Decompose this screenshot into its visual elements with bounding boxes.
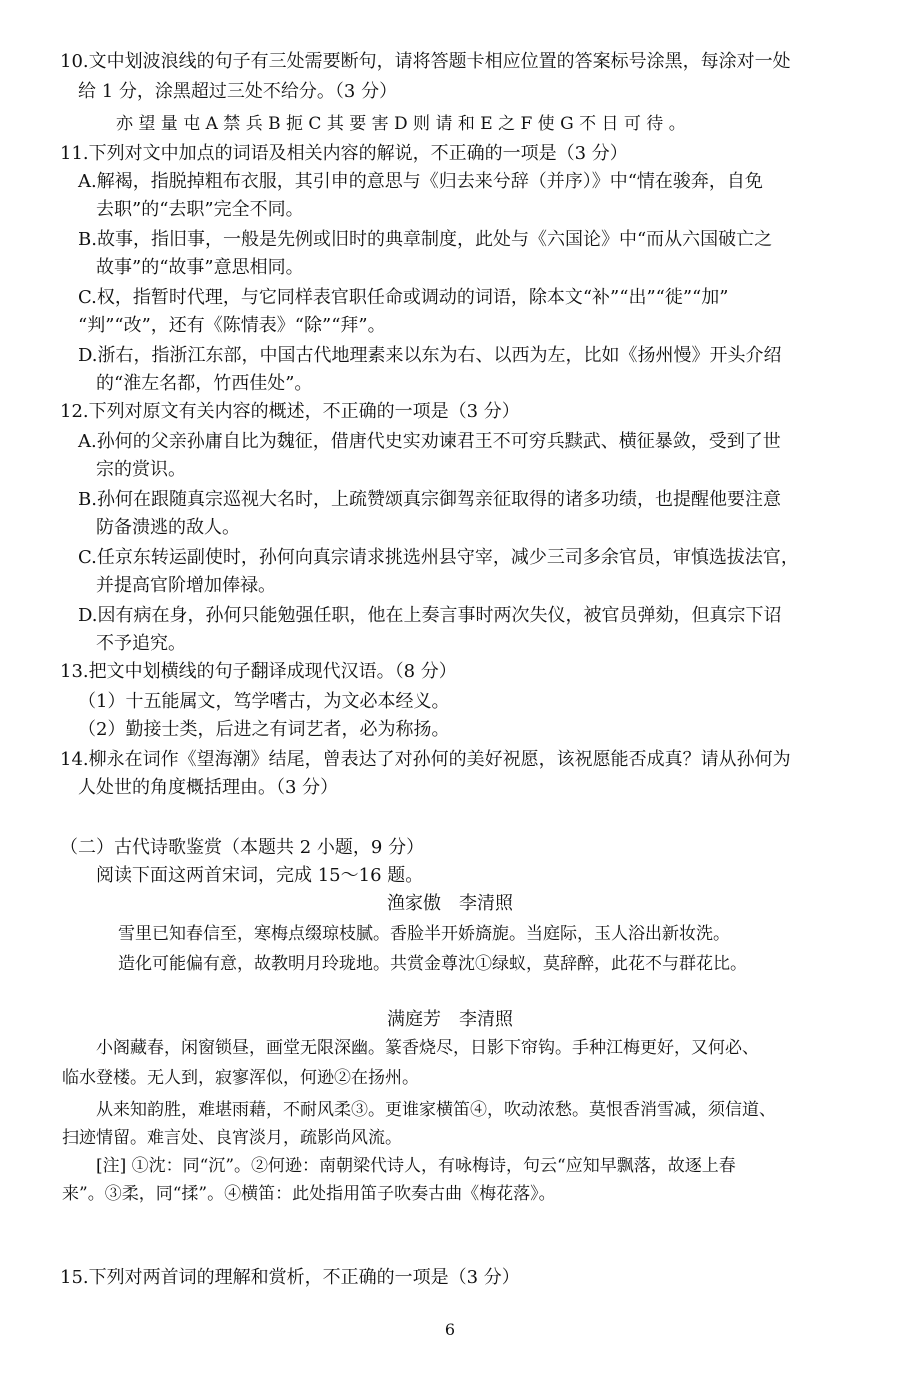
q12-stem: 12.下列对原文有关内容的概述，不正确的一项是（3 分） (60, 401, 520, 422)
poem-1-line-2: 造化可能偏有意，故教明月玲珑地。共赏金尊沈①绿蚁，莫辞醉，此花不与群花比。 (118, 954, 747, 974)
section-2-heading: （二）古代诗歌鉴赏（本题共 2 小题，9 分） (60, 837, 425, 858)
q14-line-2: 人处世的角度概括理由。（3 分） (78, 777, 339, 798)
q13-sentence-1: （1）十五能属文，笃学嗜古，为文必本经义。 (78, 691, 450, 712)
q12-option-a: A.孙何的父亲孙庸自比为魏征，借唐代史实劝谏君王不可穷兵黩武、横征暴敛，受到了世 (78, 431, 781, 452)
q12-option-b: B.孙何在跟随真宗巡视大名时，上疏赞颂真宗御驾亲征取得的诸多功绩，也提醒他要注意 (78, 489, 781, 510)
q11-option-d-cont: 的“淮左名都，竹西佳处”。 (96, 373, 313, 394)
q15-stem: 15.下列对两首词的理解和赏析，不正确的一项是（3 分） (60, 1267, 520, 1288)
q12-option-a-cont: 宗的赏识。 (96, 459, 186, 480)
q12-option-b-cont: 防备溃逃的敌人。 (96, 517, 240, 538)
section-2-intro: 阅读下面这两首宋词，完成 15～16 题。 (96, 865, 424, 886)
q10-line-1: 10.文中划波浪线的句子有三处需要断句，请将答题卡相应位置的答案标号涂黑，每涂对一处 (60, 51, 791, 72)
q12-option-d: D.因有病在身，孙何只能勉强任职，他在上奏言事时两次失仪，被官员弹劾，但真宗下诏 (78, 605, 782, 626)
q12-option-c-cont: 并提高官阶增加俸禄。 (96, 575, 276, 596)
poem-1-line-1: 雪里已知春信至，寒梅点缀琼枝腻。香脸半开娇旖旎。当庭际，玉人浴出新妆洗。 (118, 924, 730, 944)
poem-2-stanza-1-line-1: 小阁藏春，闲窗锁昼，画堂无限深幽。篆香烧尽，日影下帘钩。手种江梅更好，又何必、 (96, 1038, 759, 1058)
poem-2-stanza-2-line-1: 从来知韵胜，难堪雨藉，不耐风柔③。更谁家横笛④，吹动浓愁。莫恨香消雪减，须信道、 (96, 1100, 776, 1120)
q11-option-c: C.权，指暂时代理，与它同样表官职任命或调动的词语，除本文“补”“出”“徙”“加” (78, 287, 729, 308)
page-number: 6 (444, 1320, 456, 1339)
q12-option-c: C.任京东转运副使时，孙何向真宗请求挑选州县守宰，减少三司多余官员，审慎选拔法官， (78, 547, 799, 568)
poem-2-title: 满庭芳 李清照 (387, 1009, 513, 1030)
poem-2-stanza-2-line-2: 扫迹情留。难言处、良宵淡月，疏影尚风流。 (62, 1128, 402, 1148)
q11-option-a: A.解褐，指脱掉粗布衣服，其引申的意思与《归去来兮辞（并序）》中“情在骏奔，自免 (78, 171, 763, 192)
q11-option-b: B.故事，指旧事，一般是先例或旧时的典章制度，此处与《六国论》中“而从六国破亡之 (78, 229, 773, 250)
q12-option-d-cont: 不予追究。 (96, 633, 186, 654)
poem-2-note-line-2: 来”。③柔，同“揉”。④横笛：此处指用笛子吹奏古曲《梅花落》。 (62, 1184, 556, 1204)
q13-sentence-2: （2）勤接士类，后进之有词艺者，必为称扬。 (78, 719, 450, 740)
q13-stem: 13.把文中划横线的句子翻译成现代汉语。（8 分） (60, 661, 457, 682)
q11-option-a-cont: 去职”的“去职”完全不同。 (96, 199, 304, 220)
q10-line-2: 给 1 分，涂黑超过三处不给分。（3 分） (78, 81, 398, 102)
q11-option-b-cont: 故事”的“故事”意思相同。 (96, 257, 304, 278)
poem-2-note-line-1: [注] ①沈：同“沉”。②何逊：南朝梁代诗人，有咏梅诗，句云“应知早飘落，故逐上春 (96, 1156, 736, 1176)
q14-line-1: 14.柳永在词作《望海潮》结尾，曾表达了对孙何的美好祝愿，该祝愿能否成真？请从孙何为 (60, 749, 791, 770)
q10-passage: 亦 望 量 屯 A 禁 兵 B 扼 C 其 要 害 D 则 请 和 E 之 F 使 G 不 日 可 待 。 (116, 114, 686, 134)
q11-stem: 11.下列对文中加点的词语及相关内容的解说，不正确的一项是（3 分） (60, 143, 628, 164)
q11-option-d: D.浙右，指浙江东部，中国古代地理素来以东为右、以西为左，比如《扬州慢》开头介绍 (78, 345, 782, 366)
q11-option-c-cont: “判”“改”，还有《陈情表》“除”“拜”。 (78, 315, 386, 336)
poem-2-stanza-1-line-2: 临水登楼。无人到，寂寥浑似，何逊②在扬州。 (62, 1068, 419, 1088)
poem-1-title: 渔家傲 李清照 (387, 893, 513, 914)
